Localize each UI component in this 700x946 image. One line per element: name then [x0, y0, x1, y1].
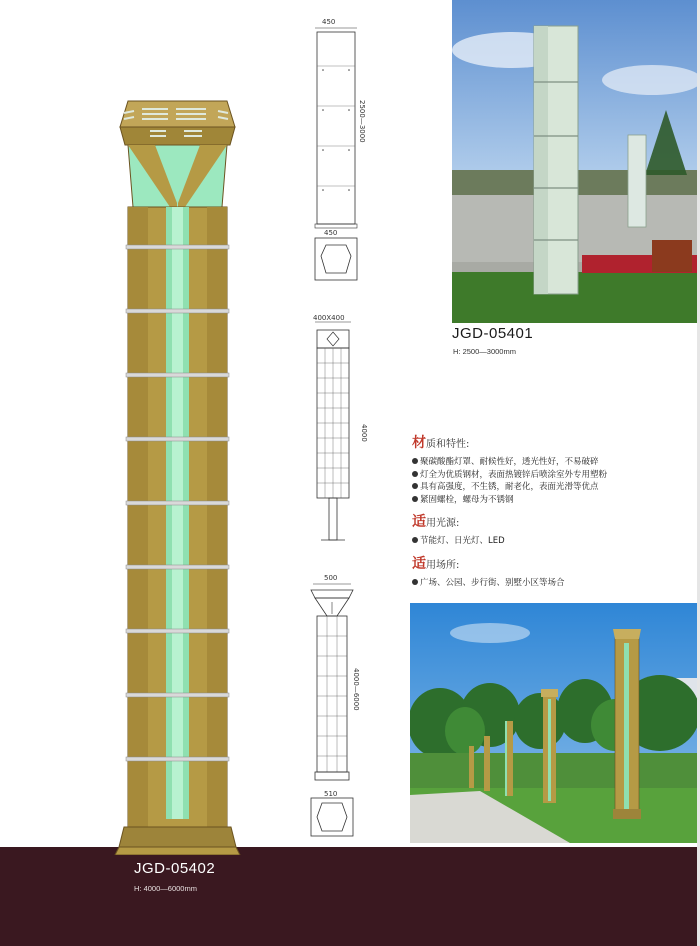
drawing-bottom-width: 500: [324, 574, 338, 582]
spec-light-head-first: 适: [412, 514, 426, 531]
bottom-band: [0, 847, 700, 946]
spec-light-source: [412, 511, 692, 548]
spec-material-head-rest: 质和特性:: [426, 439, 470, 450]
spec-item: [412, 535, 692, 548]
spec-item: [412, 456, 692, 469]
spec-item-text: 广场、公园、步行街、别墅小区等场合: [420, 577, 565, 588]
spec-item: [412, 481, 692, 494]
spec-item: [412, 577, 692, 590]
height-jgd-05401: H: 2500—3000mm: [453, 347, 516, 356]
spec-item: [412, 469, 692, 482]
spec-material-head-first: 材: [412, 435, 426, 451]
drawing-bottom-base: 510: [324, 790, 338, 798]
height-jgd-05402: H: 4000—6000mm: [134, 884, 197, 893]
bullet-icon: [412, 471, 418, 477]
drawing-top: [305, 18, 375, 288]
photo-jgd-05401: [452, 0, 697, 323]
model-jgd-05401: JGD-05401: [452, 325, 534, 342]
spec-places-head-first: 适: [412, 555, 426, 572]
model-jgd-05402: JGD-05402: [134, 860, 216, 877]
photo-park-lamps: [410, 603, 697, 843]
spec-item-text: 紧固螺栓，螺母为不锈钢: [420, 494, 514, 505]
bullet-icon: [412, 483, 418, 489]
spec-block: [412, 430, 692, 595]
bullet-icon: [412, 458, 418, 464]
spec-item-text: 灯全为优质钢材，表面热镀锌后喷涂室外专用塑粉: [420, 469, 608, 480]
drawing-middle-height: 4000: [360, 424, 368, 442]
drawing-top-width: 450: [322, 18, 336, 26]
spec-light-head-rest: 用光源:: [426, 518, 460, 530]
spec-places-head-rest: 用场所:: [426, 559, 460, 571]
spec-item-text: 具有高强度，不生锈，耐老化，表面光滑等优点: [420, 482, 599, 493]
spec-item-text: 节能灯、日光灯、LED: [420, 536, 505, 547]
bullet-icon: [412, 579, 418, 585]
spec-places: [412, 553, 692, 590]
spec-item-text: 聚碳酸酯灯罩、耐候性好，透光性好，不易破碎: [420, 457, 599, 467]
drawing-bottom: [303, 580, 373, 840]
spec-item: [412, 494, 692, 507]
bullet-icon: [412, 537, 418, 543]
bullet-icon: [412, 496, 418, 502]
drawing-top-base: 450: [324, 229, 338, 237]
drawing-middle-width: 400X400: [313, 314, 345, 322]
drawing-bottom-height: 4000—6000: [352, 668, 360, 711]
spec-material: [412, 432, 692, 506]
drawing-top-height: 2500—3000: [358, 100, 366, 143]
lamp-render-jgd-05402: [110, 95, 245, 855]
